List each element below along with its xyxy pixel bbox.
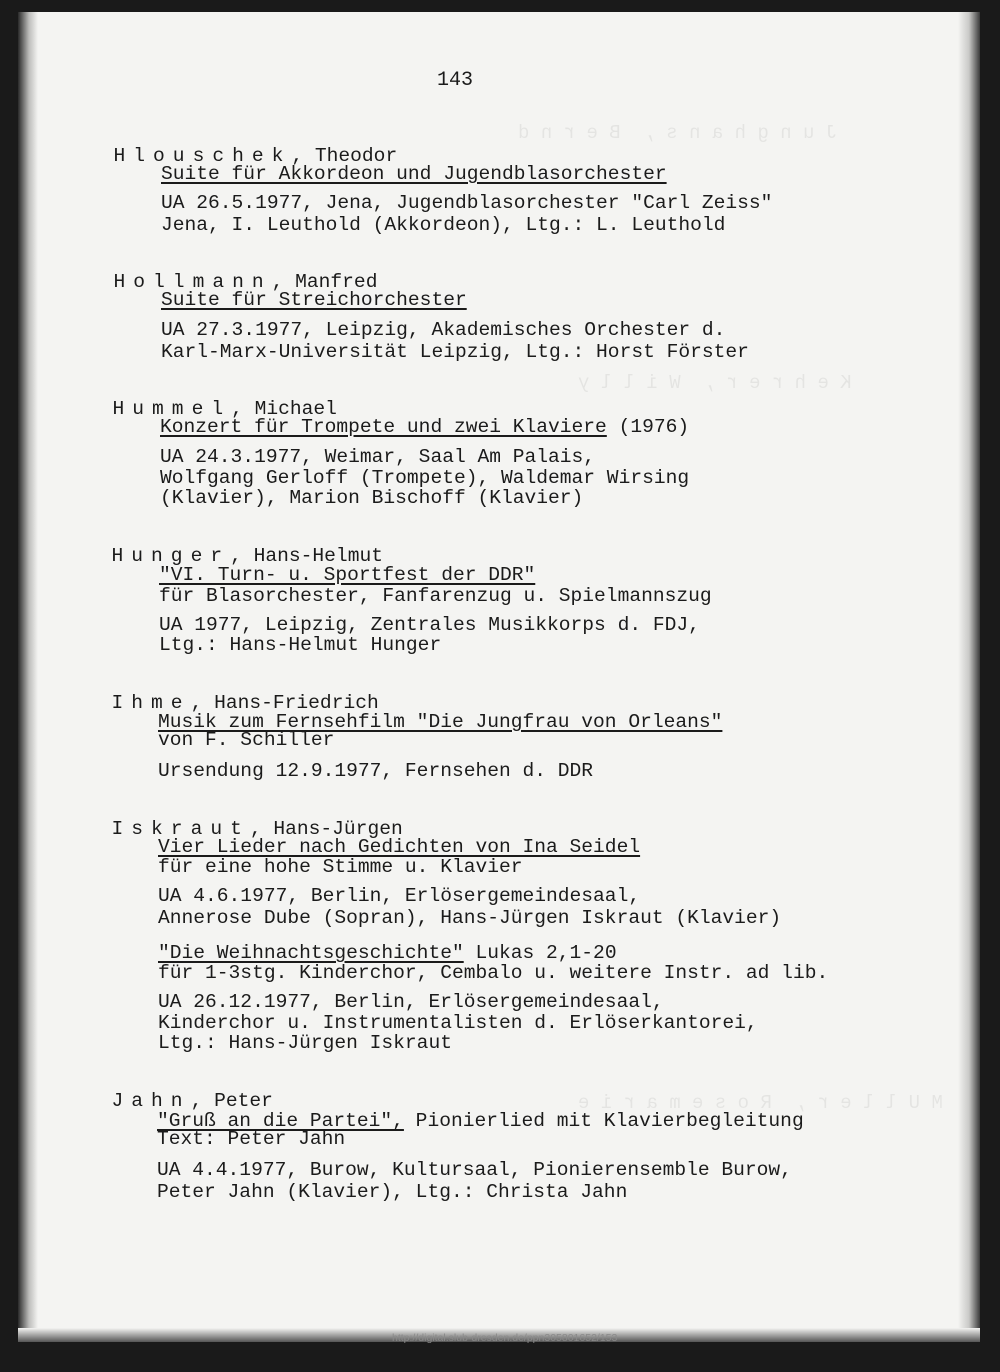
author-surname: Iskraut xyxy=(111,818,250,840)
author-heading xyxy=(88,523,383,567)
work-title-line xyxy=(161,289,467,311)
work-subtitle: für 1-3stg. Kinderchor, Cembalo u. weitere Instr. ad lib. xyxy=(158,962,829,984)
work-title-suffix: (1976) xyxy=(606,416,690,438)
premiere-line: UA 24.3.1977, Weimar, Saal Am Palais, xyxy=(160,446,596,468)
author-separator: , xyxy=(249,818,274,840)
work-title-line xyxy=(158,836,640,858)
premiere-line: Karl-Marx-Universität Leipzig, Ltg.: Horst Förster xyxy=(161,341,749,363)
premiere-line: UA 4.6.1977, Berlin, Erlösergemeindesaal, xyxy=(158,885,641,907)
work-subtitle: für Blasorchester, Fanfarenzug u. Spielmannszug xyxy=(159,585,712,607)
author-surname: Hunger xyxy=(111,545,231,567)
work-title: Konzert für Trompete und zwei Klaviere xyxy=(160,416,607,438)
premiere-line: Wolfgang Gerloff (Trompete), Waldemar Wirsing xyxy=(160,467,690,489)
author-separator: , xyxy=(271,271,296,293)
work-title-line xyxy=(159,564,535,586)
author-given-name: Peter xyxy=(214,1090,273,1112)
author-surname: Hollmann xyxy=(113,271,272,293)
work-title: Musik zum Fernsehfilm "Die Jungfrau von Orleans" xyxy=(158,711,723,733)
page-number: 143 xyxy=(437,69,474,92)
premiere-line: (Klavier), Marion Bischoff (Klavier) xyxy=(160,487,584,509)
premiere-line: UA 26.12.1977, Berlin, Erlösergemeindesaal, xyxy=(158,991,664,1013)
work-subtitle: von F. Schiller xyxy=(158,729,335,751)
author-given-name: Hans-Jürgen xyxy=(273,818,403,840)
premiere-line: Jena, I. Leuthold (Akkordeon), Ltg.: L. Leuthold xyxy=(161,214,726,236)
author-surname: Ihme xyxy=(111,692,191,714)
premiere-line: Ltg.: Hans-Jürgen Iskraut xyxy=(158,1032,452,1054)
work-title-suffix: Lukas 2,1-20 xyxy=(463,942,617,964)
author-given-name: Manfred xyxy=(295,271,378,293)
work-title-line xyxy=(161,163,667,185)
author-separator: , xyxy=(291,145,315,167)
work-subtitle: Text: Peter Jahn xyxy=(157,1128,346,1150)
work-title-line xyxy=(160,416,689,438)
author-given-name: Hans-Helmut xyxy=(253,545,383,567)
author-heading xyxy=(90,123,397,167)
author-surname: Jahn xyxy=(111,1090,191,1112)
premiere-line: UA 1977, Leipzig, Zentrales Musikkorps d. FDJ, xyxy=(159,614,700,636)
premiere-line: Peter Jahn (Klavier), Ltg.: Christa Jahn xyxy=(157,1181,628,1203)
show-through-text: K e h r e r , W i l l y xyxy=(578,372,852,394)
work-subtitle: für eine hohe Stimme u. Klavier xyxy=(158,856,523,878)
digitization-watermark: http://digital.slub-dresden.de/ppn305801652/153 xyxy=(392,1332,618,1344)
author-surname: Hummel xyxy=(112,398,232,420)
author-heading xyxy=(89,376,337,420)
page-edge-left xyxy=(18,12,38,1342)
author-surname: Hlouschek xyxy=(113,145,292,167)
work-title: Suite für Akkordeon und Jugendblasorchester xyxy=(161,163,667,185)
premiere-line: Annerose Dube (Sopran), Hans-Jürgen Iskraut (Klavier) xyxy=(158,907,782,929)
work-title: "Die Weihnachtsgeschichte" xyxy=(158,942,464,964)
author-separator: , xyxy=(190,1090,215,1112)
premiere-line: Kinderchor u. Instrumentalisten d. Erlöserkantorei, xyxy=(158,1012,758,1034)
page-edge-right xyxy=(958,12,980,1342)
author-separator: , xyxy=(230,545,254,567)
show-through-text: M U l l e r , R o s e m a r i e xyxy=(578,1092,943,1114)
premiere-line: UA 4.4.1977, Burow, Kultursaal, Pionierensemble Burow, xyxy=(157,1159,792,1181)
work-title: "VI. Turn- u. Sportfest der DDR" xyxy=(159,564,536,586)
premiere-line: Ltg.: Hans-Helmut Hunger xyxy=(159,634,442,656)
work-title: Vier Lieder nach Gedichten von Ina Seidel xyxy=(158,836,641,858)
work-title-suffix: Pionierlied mit Klavierbegleitung xyxy=(403,1110,804,1132)
author-heading xyxy=(90,249,377,293)
work-title: "Gruß an die Partei", xyxy=(157,1110,404,1132)
author-given-name: Theodor xyxy=(314,145,398,167)
work-title-line xyxy=(158,942,617,964)
author-heading xyxy=(88,670,379,714)
premiere-line: UA 26.5.1977, Jena, Jugendblasorchester "Carl Zeiss" xyxy=(161,192,773,214)
author-given-name: Michael xyxy=(254,398,337,420)
author-separator: , xyxy=(190,692,215,714)
author-heading xyxy=(88,796,403,840)
show-through-text: J u n g h a n s , B e r n d xyxy=(518,122,838,144)
premiere-line: UA 27.3.1977, Leipzig, Akademisches Orchester d. xyxy=(161,319,726,341)
author-given-name: Hans-Friedrich xyxy=(214,692,379,714)
author-heading xyxy=(88,1068,273,1112)
author-separator: , xyxy=(231,398,255,420)
work-title: Suite für Streichorchester xyxy=(161,289,467,311)
premiere-line: Ursendung 12.9.1977, Fernsehen d. DDR xyxy=(158,760,594,782)
